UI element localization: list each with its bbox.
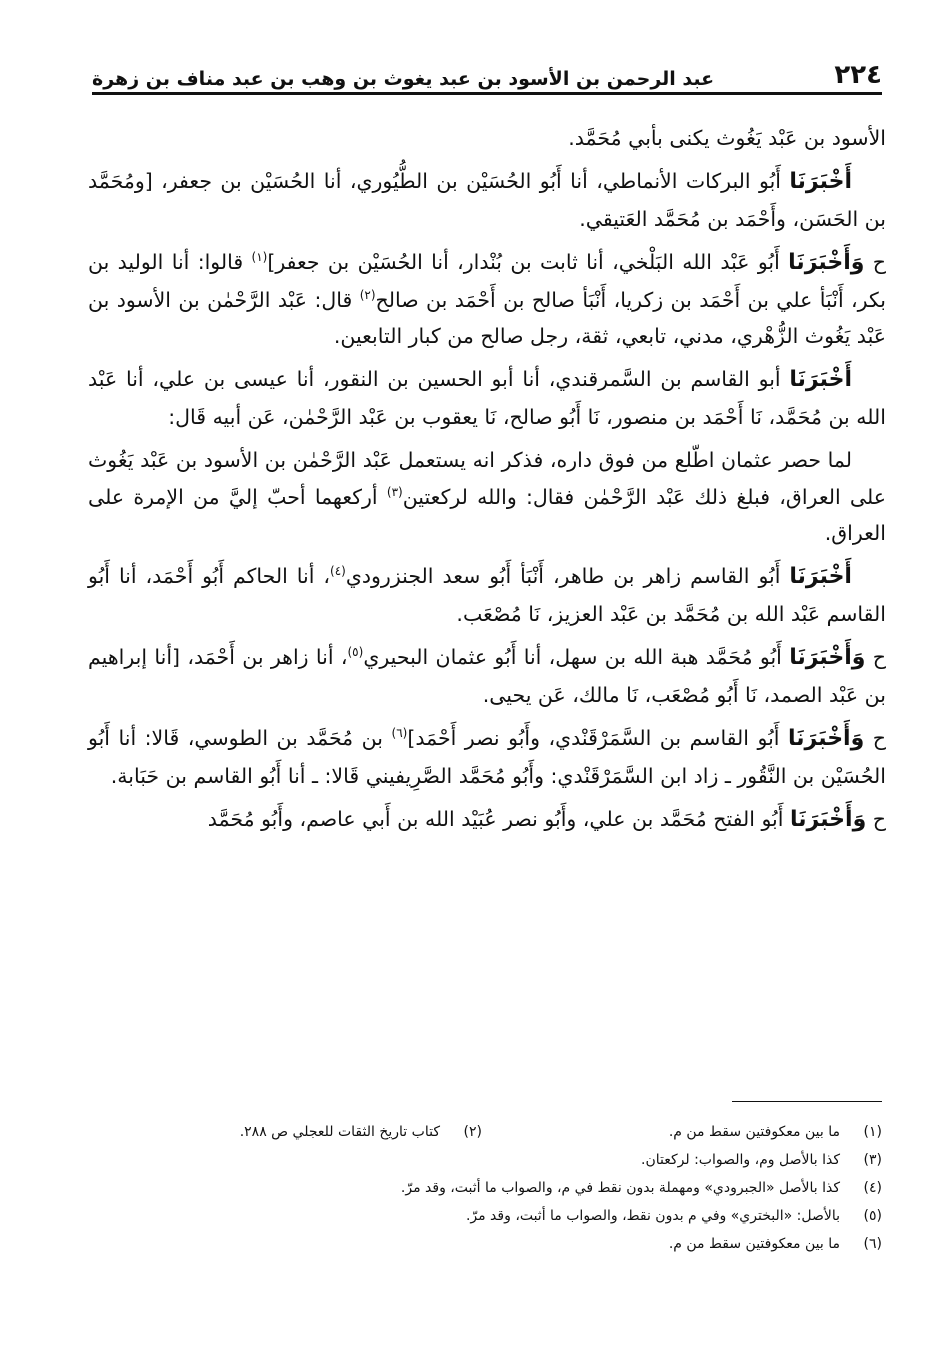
footnote-ref-2[interactable]: (٢)	[359, 287, 376, 302]
isnad-keyword: وَأَخْبَرَنَا	[789, 806, 867, 832]
page-number: ٢٢٤	[834, 60, 882, 90]
paragraph-8: ح وَأَخْبَرَنَا أَبُو القاسم بن السَّمَرْقَنْدي، وأَبُو نصر أَحْمَد]$^{(٦)}$ بن مُحَمَّد بن الطوسي، قَالا: أنا أَبُو الحُسَيْن بن النَّقُور ـ زاد ابن السَّمَرْقَنْدي: وأَبُو مُحَمَّد الصَّرِيفيني قَالا: ـ أنا أَبُو القاسم بن حَبَابة.	[88, 726, 887, 788]
paragraph-5: لما حصر عثمان اطّلع من فوق داره، فذكر انه يستعمل عَبْد الرَّحْمٰن بن الأسود بن عَبْد يَغُوث على العراق، فبلغ ذلك عَبْد الرَّحْمٰن فقال: والله لركعتين$^{(٣)}$ أركعهما أحبّ إليَّ من الإمرة على العراق.	[88, 448, 886, 546]
footnote-4: (٤) كذا بالأصل «الجبرودي» ومهملة بدون نقط في م، والصواب ما أثبت، وقد مرّ.	[400, 1180, 882, 1196]
footnote-ref-1[interactable]: (١)	[251, 250, 268, 265]
paragraph-7: ح وَأَخْبَرَنَا أَبُو مُحَمَّد هبة الله بن سهل، أنا أَبُو عثمان البحيري$^{(٥)}$، أنا زاهر بن أَحْمَد، [أنا إبراهيم بن عَبْد الصمد، نَا أَبُو مُصْعَب، نَا مالك، عَن يحيى.	[88, 645, 887, 707]
footnote-2: (٢) كتاب تاريخ الثقات للعجلي ص ٢٨٨.	[239, 1124, 482, 1140]
paragraph-6: أَخْبَرَنَا أَبُو القاسم زاهر بن طاهر، أَنْبَأ أَبُو سعد الجنزرودي$^{(٤)}$، أنا الحاكم أَبُو أَحْمَد، أنا أَبُو القاسم عَبْد الله بن مُحَمَّد بن عَبْد العزيز، نَا مُصْعَب.	[88, 564, 886, 626]
footnote-ref-3[interactable]: (٣)	[386, 484, 403, 499]
paragraph-2: أَخْبَرَنَا أَبُو البركات الأنماطي، أنا أَبُو الحُسَيْن بن الطُّيُوري، أنا الحُسَيْن بن جعفر، [ومُحَمَّد بن الحَسَن، وأَحْمَد بن مُحَمَّد العَتيقي.	[88, 169, 886, 231]
isnad-keyword: وَأَخْبَرَنَا	[788, 726, 865, 752]
footnote-ref-6[interactable]: (٦)	[391, 726, 408, 741]
paragraph-9: ح وَأَخْبَرَنَا أَبُو الفتح مُحَمَّد بن علي، وأَبُو نصر عُبَيْد الله بن أَبي عاصم، وأَبُو مُحَمَّد	[207, 806, 886, 832]
footnote-5: (٥) بالأصل: «البختري» وفي م بدون نقط، والصواب ما أثبت، وقد مرّ.	[465, 1208, 882, 1224]
isnad-keyword: وَأَخْبَرَنَا	[789, 645, 866, 671]
header-rule	[92, 92, 882, 95]
footnote-separator	[732, 1101, 882, 1102]
footnotes	[92, 1118, 882, 1258]
running-title: عبد الرحمن بن الأسود بن عبد يغوث بن وهب بن عبد مناف بن زهرة	[92, 68, 715, 90]
isnad-keyword: أَخْبَرَنَا	[789, 564, 852, 590]
footnote-3: (٣) كذا بالأصل وم، والصواب: لركعتان.	[641, 1152, 882, 1168]
main-text	[88, 120, 886, 845]
isnad-keyword: أَخْبَرَنَا	[789, 367, 852, 393]
footnote-6: (٦) ما بين معكوفتين سقط من م.	[668, 1236, 882, 1252]
page-header	[92, 54, 882, 90]
footnote-row-1-2	[92, 1118, 882, 1146]
paragraph-1: الأسود بن عَبْد يَغُوث يكنى بأبي مُحَمَّد.	[568, 126, 886, 150]
paragraph-3: ح وَأَخْبَرَنَا أَبُو عَبْد الله البَلْخي، أنا ثابت بن بُنْدار، أنا الحُسَيْن بن جعفر]$^{(١)}$ قالوا: أنا الوليد بن بكر، أَنْبَأ علي بن أَحْمَد بن زكريا، أَنْبَأ صالح بن أَحْمَد بن صالح$^{(٢)}$ قال: عَبْد الرَّحْمٰن بن الأسود بن عَبْد يَغُوث الزُّهْري، مدني، تابعي، ثقة، رجل صالح من كبار التابعين.	[88, 250, 887, 349]
footnote-ref-5[interactable]: (٥)	[347, 645, 364, 660]
paragraph-4: أَخْبَرَنَا أبو القاسم بن السَّمرقندي، أنا أبو الحسين بن النقور، أنا عيسى بن علي، أنا عَبْد الله بن مُحَمَّد، نَا أَحْمَد بن منصور، نَا أَبُو صالح، نَا يعقوب بن عَبْد الرَّحْمٰن، عَن أبيه قَال:	[88, 367, 886, 429]
footnote-ref-4[interactable]: (٤)	[330, 564, 346, 579]
footnote-1: (١) ما بين معكوفتين سقط من م.	[668, 1124, 882, 1140]
isnad-keyword: وَأَخْبَرَنَا	[788, 250, 865, 276]
isnad-keyword: أَخْبَرَنَا	[789, 169, 852, 195]
